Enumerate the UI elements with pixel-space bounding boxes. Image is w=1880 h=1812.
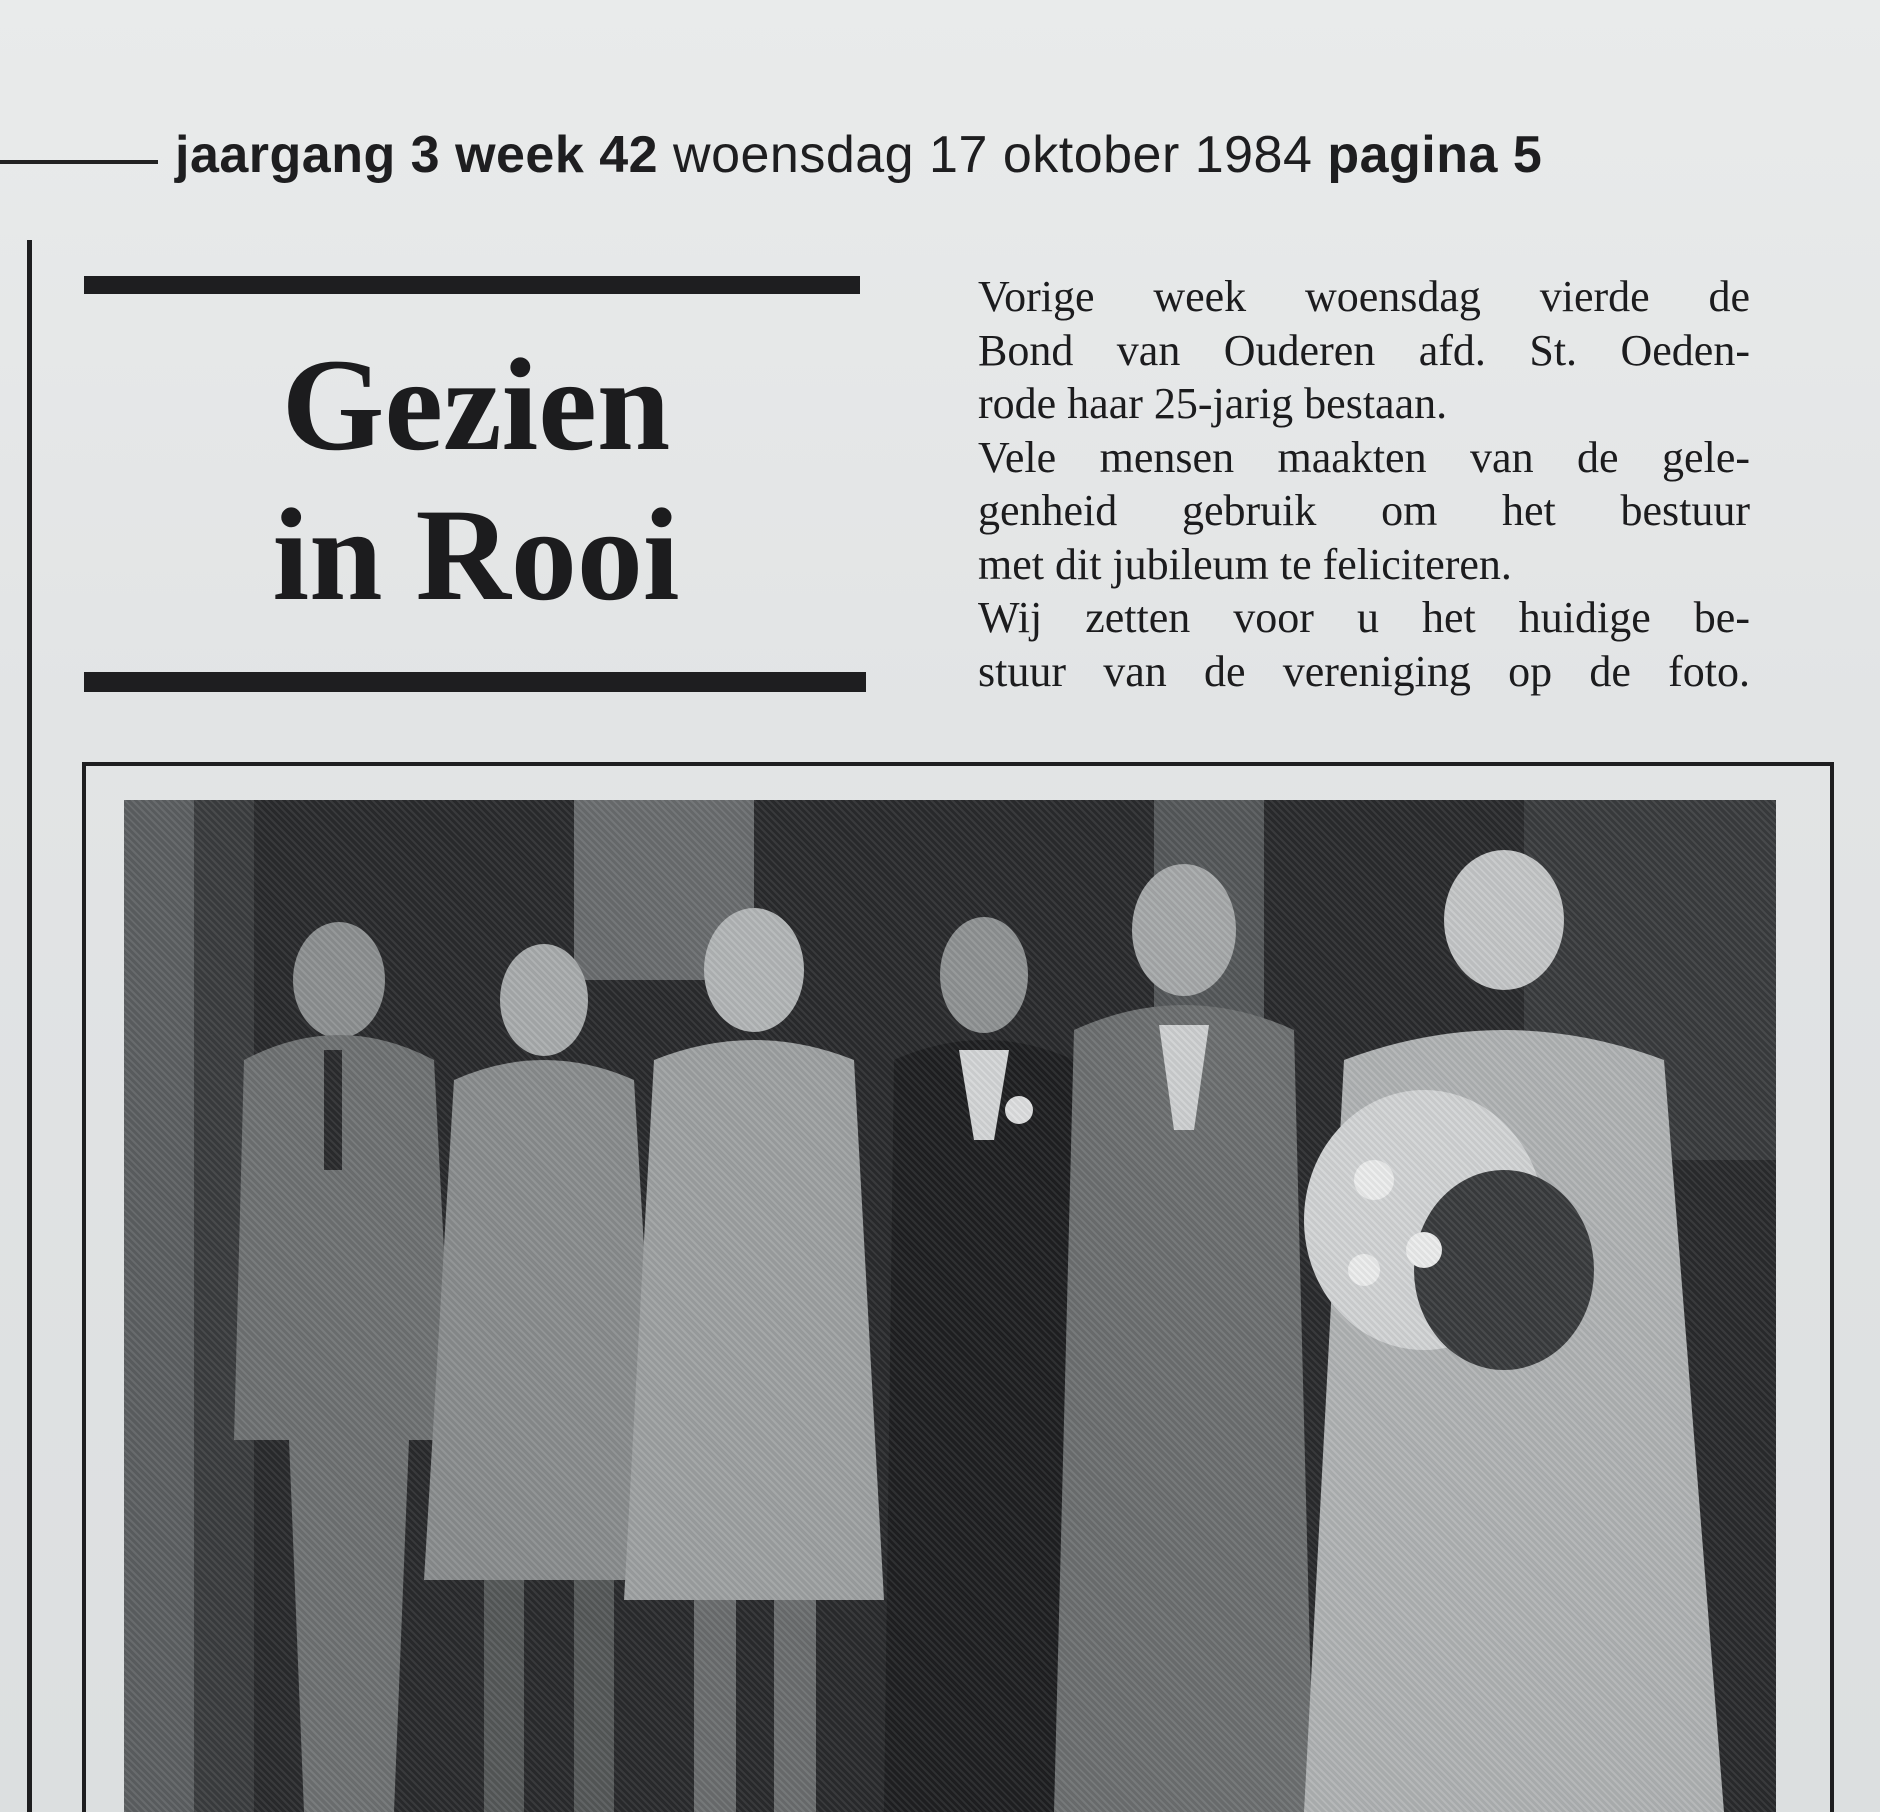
headline-rule-bottom [84, 672, 866, 692]
headline-line-2: in Rooi [272, 481, 680, 628]
masthead-date: woensdag 17 oktober 1984 [673, 126, 1313, 184]
body-line: genheid gebruik om het bestuur [978, 486, 1750, 535]
masthead-rule [0, 160, 158, 164]
masthead-week: week 42 [455, 126, 659, 184]
masthead-page: pagina 5 [1327, 126, 1543, 184]
article-body [978, 270, 1750, 698]
body-line: met dit jubileum te feliciteren. [978, 539, 1512, 589]
masthead [175, 125, 1542, 185]
body-line: Vorige week woensdag vierde de [978, 272, 1750, 321]
body-line: Wij zetten voor u het huidige be- [978, 593, 1750, 642]
body-line: stuur van de vereniging op de foto. [978, 646, 1750, 696]
body-line: rode haar 25-jarig bestaan. [978, 379, 1448, 428]
group-photo-icon [124, 800, 1776, 1812]
headline [84, 330, 868, 630]
body-line: Bond van Ouderen afd. St. Oeden- [978, 325, 1750, 375]
body-line: Vele mensen maakten van de gele- [978, 432, 1750, 482]
headline-rule-top [84, 276, 860, 294]
masthead-volume: jaargang 3 [175, 126, 441, 184]
group-photo [124, 800, 1776, 1812]
column-rule [27, 240, 32, 1812]
headline-line-1: Gezien [281, 331, 671, 478]
